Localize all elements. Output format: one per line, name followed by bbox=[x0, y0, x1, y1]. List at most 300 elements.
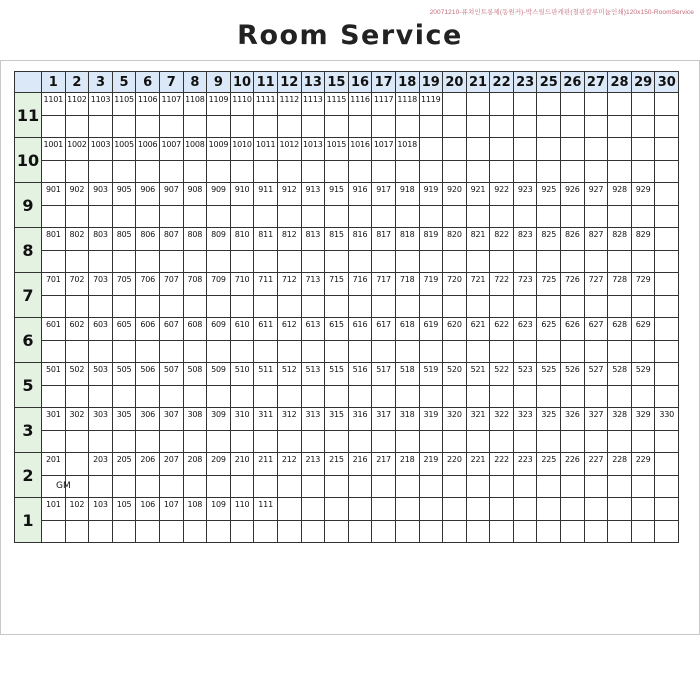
room-cell bbox=[348, 273, 372, 296]
blank-cell bbox=[159, 475, 183, 498]
room-number bbox=[490, 93, 513, 95]
room-number: 829 bbox=[635, 230, 651, 239]
blank-cell bbox=[65, 160, 89, 183]
blank-cell bbox=[537, 205, 561, 228]
room-cell bbox=[65, 408, 89, 431]
room-cell bbox=[183, 318, 207, 341]
room-number bbox=[585, 138, 608, 140]
blank-cell bbox=[631, 250, 655, 273]
floor-row bbox=[15, 453, 679, 476]
room-cell bbox=[183, 363, 207, 386]
room-number: 110 bbox=[234, 500, 250, 509]
blank-cell bbox=[631, 520, 655, 543]
room-cell bbox=[183, 408, 207, 431]
blank-cell bbox=[207, 340, 231, 363]
room-number: 1016 bbox=[350, 140, 370, 149]
blank-cell bbox=[348, 295, 372, 318]
room-cell bbox=[277, 93, 301, 116]
blank-cell bbox=[348, 205, 372, 228]
blank-cell bbox=[159, 160, 183, 183]
room-number bbox=[632, 93, 655, 95]
blank-cell bbox=[277, 205, 301, 228]
room-cell bbox=[513, 363, 537, 386]
room-cell bbox=[631, 408, 655, 431]
room-cell bbox=[254, 498, 278, 521]
blank-cell bbox=[301, 340, 325, 363]
room-number: 726 bbox=[565, 275, 580, 284]
room-cell bbox=[348, 228, 372, 251]
room-number: 1115 bbox=[326, 95, 347, 104]
room-number: 517 bbox=[376, 365, 391, 374]
room-number: 728 bbox=[612, 275, 627, 284]
room-number: 303 bbox=[93, 410, 108, 419]
room-cell bbox=[42, 498, 66, 521]
room-number: 918 bbox=[399, 185, 415, 194]
blank-cell bbox=[277, 475, 301, 498]
room-number: 213 bbox=[305, 455, 321, 464]
room-cell bbox=[348, 498, 372, 521]
room-number: 702 bbox=[69, 275, 85, 284]
room-cell bbox=[159, 498, 183, 521]
blank-cell bbox=[301, 160, 325, 183]
room-number: 909 bbox=[211, 185, 226, 194]
room-number: 506 bbox=[140, 365, 155, 374]
room-number bbox=[66, 453, 89, 455]
blank-cell bbox=[207, 250, 231, 273]
room-cell bbox=[254, 408, 278, 431]
room-cell bbox=[419, 318, 443, 341]
room-number: 102 bbox=[69, 500, 85, 509]
blank-cell bbox=[230, 250, 254, 273]
room-number: 218 bbox=[399, 455, 415, 464]
room-cell bbox=[301, 273, 325, 296]
room-number: 1112 bbox=[279, 95, 300, 104]
room-number: 912 bbox=[281, 185, 297, 194]
blank-cell bbox=[608, 520, 632, 543]
room-number: 1116 bbox=[350, 95, 370, 104]
blank-cell bbox=[42, 250, 66, 273]
blank-cell bbox=[230, 205, 254, 228]
room-cell bbox=[537, 228, 561, 251]
blank-cell bbox=[325, 115, 349, 138]
room-number bbox=[655, 273, 678, 275]
floor-label: 10 bbox=[15, 138, 42, 183]
blank-cell bbox=[537, 295, 561, 318]
column-header: 27 bbox=[584, 72, 608, 93]
room-number: 725 bbox=[541, 275, 557, 284]
floor-row bbox=[15, 408, 679, 431]
room-number: 103 bbox=[93, 500, 108, 509]
column-header: 12 bbox=[277, 72, 301, 93]
floor-write-row bbox=[15, 475, 679, 498]
room-number bbox=[655, 453, 678, 455]
floor-label: 9 bbox=[15, 183, 42, 228]
blank-cell bbox=[230, 385, 254, 408]
room-cell bbox=[42, 453, 66, 476]
room-number: 508 bbox=[187, 365, 203, 374]
blank-cell bbox=[466, 520, 490, 543]
room-cell bbox=[89, 408, 113, 431]
blank-cell bbox=[112, 340, 136, 363]
room-number bbox=[632, 498, 655, 500]
room-cell bbox=[112, 228, 136, 251]
room-cell bbox=[183, 183, 207, 206]
room-cell bbox=[537, 498, 561, 521]
floor-write-row bbox=[15, 205, 679, 228]
blank-cell bbox=[561, 520, 585, 543]
blank-cell bbox=[207, 160, 231, 183]
room-cell bbox=[584, 363, 608, 386]
blank-cell bbox=[419, 520, 443, 543]
room-cell bbox=[207, 453, 231, 476]
blank-cell bbox=[42, 430, 66, 453]
room-cell bbox=[136, 138, 160, 161]
room-number: 611 bbox=[258, 320, 273, 329]
room-number bbox=[608, 498, 631, 500]
room-number: 302 bbox=[69, 410, 85, 419]
room-number: 205 bbox=[116, 455, 132, 464]
room-cell bbox=[89, 273, 113, 296]
room-cell bbox=[561, 138, 585, 161]
blank-cell bbox=[254, 115, 278, 138]
blank-cell bbox=[301, 205, 325, 228]
room-cell bbox=[537, 453, 561, 476]
room-number bbox=[608, 138, 631, 140]
room-cell bbox=[631, 318, 655, 341]
blank-cell bbox=[348, 475, 372, 498]
room-cell bbox=[443, 498, 467, 521]
room-number: 313 bbox=[305, 410, 321, 419]
blank-cell bbox=[183, 340, 207, 363]
room-number: 612 bbox=[281, 320, 297, 329]
room-cell bbox=[183, 273, 207, 296]
room-number bbox=[325, 498, 348, 500]
room-cell bbox=[136, 498, 160, 521]
blank-cell bbox=[608, 295, 632, 318]
room-number: 928 bbox=[612, 185, 627, 194]
blank-cell bbox=[42, 115, 66, 138]
room-number: 208 bbox=[187, 455, 203, 464]
column-header: 8 bbox=[183, 72, 207, 93]
room-number bbox=[420, 138, 443, 140]
room-cell bbox=[561, 183, 585, 206]
room-cell bbox=[42, 183, 66, 206]
floor-write-row bbox=[15, 340, 679, 363]
room-number: 1008 bbox=[185, 140, 205, 149]
room-number: 1108 bbox=[185, 95, 205, 104]
room-number: 1003 bbox=[90, 140, 111, 149]
blank-cell bbox=[65, 430, 89, 453]
room-cell bbox=[42, 228, 66, 251]
blank-cell bbox=[490, 430, 514, 453]
room-cell bbox=[466, 273, 490, 296]
room-cell bbox=[584, 498, 608, 521]
room-number: 221 bbox=[470, 455, 486, 464]
room-number: 512 bbox=[281, 365, 297, 374]
room-cell bbox=[89, 453, 113, 476]
blank-cell bbox=[230, 520, 254, 543]
room-cell bbox=[372, 183, 396, 206]
room-cell bbox=[254, 138, 278, 161]
room-cell bbox=[65, 93, 89, 116]
room-number: 207 bbox=[163, 455, 179, 464]
room-number: 621 bbox=[470, 320, 486, 329]
room-cell bbox=[230, 363, 254, 386]
blank-cell bbox=[419, 340, 443, 363]
room-number: 910 bbox=[234, 185, 250, 194]
blank-cell bbox=[230, 160, 254, 183]
blank-cell bbox=[65, 295, 89, 318]
blank-cell bbox=[395, 340, 419, 363]
room-cell bbox=[112, 138, 136, 161]
room-cell bbox=[89, 138, 113, 161]
blank-cell bbox=[631, 160, 655, 183]
blank-cell bbox=[254, 295, 278, 318]
blank-cell bbox=[230, 295, 254, 318]
blank-cell bbox=[537, 160, 561, 183]
blank-cell bbox=[348, 340, 372, 363]
blank-cell bbox=[42, 205, 66, 228]
room-number: 216 bbox=[352, 455, 368, 464]
blank-cell bbox=[490, 385, 514, 408]
blank-cell bbox=[136, 295, 160, 318]
room-cell bbox=[631, 363, 655, 386]
column-header: 16 bbox=[348, 72, 372, 93]
blank-cell bbox=[466, 340, 490, 363]
room-cell bbox=[183, 498, 207, 521]
blank-cell bbox=[608, 385, 632, 408]
room-cell bbox=[42, 273, 66, 296]
blank-cell bbox=[42, 340, 66, 363]
room-number: 520 bbox=[447, 365, 462, 374]
room-cell bbox=[159, 408, 183, 431]
floor-row bbox=[15, 273, 679, 296]
blank-cell bbox=[395, 520, 419, 543]
room-cell bbox=[183, 228, 207, 251]
room-number: 601 bbox=[45, 320, 61, 329]
room-cell bbox=[230, 138, 254, 161]
room-cell bbox=[395, 363, 419, 386]
room-cell bbox=[254, 453, 278, 476]
room-cell bbox=[608, 183, 632, 206]
blank-cell bbox=[159, 520, 183, 543]
room-cell bbox=[207, 138, 231, 161]
room-cell bbox=[230, 273, 254, 296]
room-cell bbox=[655, 183, 679, 206]
room-cell bbox=[159, 453, 183, 476]
room-cell bbox=[207, 93, 231, 116]
floor-write-row bbox=[15, 385, 679, 408]
room-cell bbox=[443, 138, 467, 161]
room-cell bbox=[112, 183, 136, 206]
room-number: 925 bbox=[541, 185, 557, 194]
blank-cell bbox=[395, 205, 419, 228]
blank-cell bbox=[65, 520, 89, 543]
room-number: 329 bbox=[635, 410, 651, 419]
blank-cell bbox=[584, 475, 608, 498]
room-number: 323 bbox=[517, 410, 533, 419]
blank-cell bbox=[89, 250, 113, 273]
blank-cell bbox=[183, 475, 207, 498]
blank-cell bbox=[277, 340, 301, 363]
column-header: 25 bbox=[537, 72, 561, 93]
blank-cell bbox=[608, 340, 632, 363]
room-cell bbox=[112, 318, 136, 341]
blank-cell bbox=[443, 160, 467, 183]
blank-cell bbox=[608, 250, 632, 273]
column-header: 13 bbox=[301, 72, 325, 93]
room-number: 629 bbox=[635, 320, 651, 329]
blank-cell bbox=[513, 475, 537, 498]
blank-cell bbox=[466, 115, 490, 138]
room-number: 823 bbox=[517, 230, 533, 239]
room-cell bbox=[608, 138, 632, 161]
blank-cell bbox=[513, 430, 537, 453]
blank-cell bbox=[419, 475, 443, 498]
blank-cell bbox=[584, 115, 608, 138]
blank-cell bbox=[112, 115, 136, 138]
blank-cell bbox=[466, 160, 490, 183]
room-number: 108 bbox=[187, 500, 203, 509]
blank-cell bbox=[419, 295, 443, 318]
room-number: 321 bbox=[470, 410, 486, 419]
room-cell bbox=[325, 93, 349, 116]
room-cell bbox=[513, 183, 537, 206]
room-number: 817 bbox=[376, 230, 391, 239]
room-cell bbox=[277, 453, 301, 476]
room-number: 926 bbox=[565, 185, 580, 194]
blank-cell bbox=[655, 295, 679, 318]
room-cell bbox=[561, 453, 585, 476]
room-number: 510 bbox=[234, 365, 250, 374]
room-number: 1109 bbox=[208, 95, 229, 104]
room-cell bbox=[65, 453, 89, 476]
room-cell bbox=[608, 408, 632, 431]
room-cell bbox=[537, 318, 561, 341]
room-cell bbox=[466, 183, 490, 206]
room-cell bbox=[466, 138, 490, 161]
blank-cell bbox=[608, 115, 632, 138]
room-cell bbox=[513, 453, 537, 476]
room-number: 217 bbox=[376, 455, 391, 464]
blank-cell bbox=[513, 295, 537, 318]
blank-cell bbox=[348, 430, 372, 453]
room-cell bbox=[537, 183, 561, 206]
room-cell bbox=[301, 228, 325, 251]
room-number: 606 bbox=[140, 320, 155, 329]
room-number: 228 bbox=[612, 455, 627, 464]
blank-cell bbox=[112, 475, 136, 498]
column-header: 11 bbox=[254, 72, 278, 93]
room-number: 1009 bbox=[208, 140, 229, 149]
room-cell bbox=[207, 273, 231, 296]
room-number: 720 bbox=[447, 275, 462, 284]
blank-cell bbox=[42, 295, 66, 318]
floor-label: 11 bbox=[15, 93, 42, 138]
room-number bbox=[349, 498, 372, 500]
floor-label: 1 bbox=[15, 498, 42, 543]
room-number: 911 bbox=[258, 185, 273, 194]
room-number bbox=[396, 498, 419, 500]
room-cell bbox=[513, 318, 537, 341]
room-cell bbox=[159, 363, 183, 386]
room-number bbox=[655, 318, 678, 320]
room-cell bbox=[89, 363, 113, 386]
blank-cell bbox=[301, 385, 325, 408]
room-number: 816 bbox=[352, 230, 368, 239]
room-cell bbox=[42, 408, 66, 431]
room-number bbox=[443, 138, 466, 140]
blank-cell bbox=[655, 520, 679, 543]
blank-cell bbox=[159, 295, 183, 318]
blank-cell bbox=[136, 475, 160, 498]
room-number: 212 bbox=[281, 455, 297, 464]
room-number: 916 bbox=[352, 185, 368, 194]
blank-cell bbox=[372, 430, 396, 453]
room-number: 805 bbox=[116, 230, 132, 239]
blank-cell bbox=[136, 385, 160, 408]
room-number: 105 bbox=[116, 500, 132, 509]
room-number bbox=[514, 93, 537, 95]
blank-cell bbox=[207, 295, 231, 318]
room-cell bbox=[655, 228, 679, 251]
room-cell bbox=[301, 408, 325, 431]
room-cell bbox=[466, 363, 490, 386]
room-cell bbox=[159, 183, 183, 206]
blank-cell bbox=[372, 340, 396, 363]
room-cell bbox=[301, 138, 325, 161]
blank-cell bbox=[490, 475, 514, 498]
room-number: 1017 bbox=[373, 140, 394, 149]
room-cell bbox=[136, 183, 160, 206]
blank-cell bbox=[561, 295, 585, 318]
room-cell bbox=[608, 318, 632, 341]
room-cell bbox=[136, 228, 160, 251]
column-header: 23 bbox=[513, 72, 537, 93]
room-number: 605 bbox=[116, 320, 132, 329]
room-cell bbox=[466, 318, 490, 341]
room-cell bbox=[159, 273, 183, 296]
blank-cell bbox=[537, 115, 561, 138]
room-cell bbox=[395, 93, 419, 116]
room-number: 1118 bbox=[397, 95, 417, 104]
room-cell bbox=[419, 183, 443, 206]
room-number: 222 bbox=[494, 455, 509, 464]
floor-write-row bbox=[15, 160, 679, 183]
room-number: 801 bbox=[45, 230, 61, 239]
room-cell bbox=[254, 183, 278, 206]
room-cell bbox=[277, 138, 301, 161]
blank-cell bbox=[608, 160, 632, 183]
room-cell bbox=[348, 138, 372, 161]
column-header: 26 bbox=[561, 72, 585, 93]
blank-cell bbox=[89, 520, 113, 543]
room-number: 106 bbox=[140, 500, 155, 509]
room-cell bbox=[207, 408, 231, 431]
room-number: 919 bbox=[423, 185, 439, 194]
room-cell bbox=[230, 93, 254, 116]
room-number: 312 bbox=[281, 410, 297, 419]
room-number: 715 bbox=[329, 275, 344, 284]
blank-cell bbox=[89, 430, 113, 453]
room-cell bbox=[207, 183, 231, 206]
room-number: 818 bbox=[399, 230, 415, 239]
room-cell bbox=[655, 93, 679, 116]
room-number: 521 bbox=[470, 365, 486, 374]
blank-cell bbox=[513, 520, 537, 543]
blank-cell bbox=[561, 475, 585, 498]
room-number: 610 bbox=[234, 320, 250, 329]
